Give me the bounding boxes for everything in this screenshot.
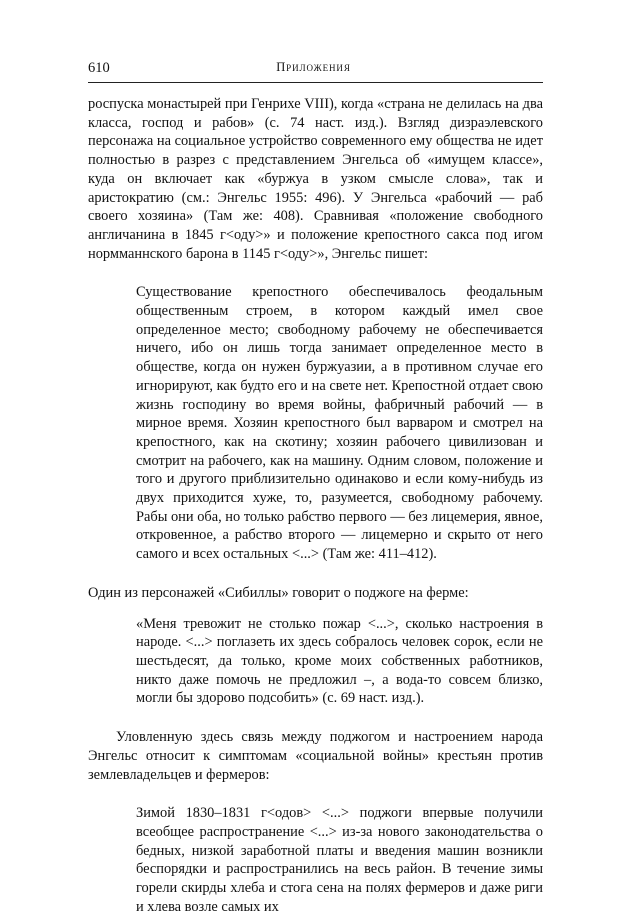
block-quote-2: «Меня тревожит не столько пожар <...>, сколько настроения в народе. <...> поглазеть их здесь собралось человек сорок, если не шестьдесят, да только, кроме моих собственных работников, никто даже помочь не предложил –, а вода-то совсем близко, могли бы здорово подсобить» (с. 69 наст. изд.). bbox=[136, 615, 543, 707]
block-quote-1: Существование крепостного обеспечивалось феодальным общественным строем, в котором каждый имел свое определенное место; свободному рабочему не обеспечивается ничего, ибо он лишь тогда занимает определенное место в обществе, когда он нужен буржуазии, а в противном случае его игнорируют, как будто его и на свете нет. Крепостной отдает свою жизнь господину во время войны, фабричный рабочий — в мирное время. Хозяин крепостного был варваром и смотрел на крепостного, как на скотину; хозяин рабочего цивилизован и смотрит на рабочего, как на машину. Одним словом, положение и того и другого приблизительно одинаково и если кому-нибудь из двух приходится хуже, то, разумеется, свободному рабочему. Рабы они оба, но только рабство первого — без лицемерия, явное, откровенное, а рабство второго — лицемерно и скрыто от него самого и всех остальных <...> (Там же: 411–412). bbox=[136, 284, 543, 563]
header-rule bbox=[88, 82, 543, 83]
page-number: 610 bbox=[88, 60, 110, 76]
body-paragraph-2: Один из персонажей «Сибиллы» говорит о поджоге на ферме: bbox=[88, 584, 469, 601]
page-body bbox=[88, 95, 543, 916]
body-paragraph-1: роспуска монастырей при Генрихе VIII), когда «страна не делилась на два класса, господ и рабов» (с. 74 наст. изд.). Взгляд дизраэлевского персонажа на социальное устройство современного ему общества не идет полностью в разрез с представлением Энгельса об «имущем классе», куда он включает как «буржуа в узком смысле слова», так и аристократию (см.: Энгельс 1955: 496). У Энгельса «рабочий — раб своего хозяина» (Там же: 408). Сравнивая «положение свободного англичанина в 1845 г<оду>» и положение крепостного сакса под игом нормманнского барона в 1145 г<оду>», Энгельс пишет: bbox=[88, 96, 543, 262]
body-paragraph-3: Уловленную здесь связь между поджогом и настроением народа Энгельс относит к симптомам «социальной войны» крестьян против землевладельцев и фермеров: bbox=[88, 729, 543, 783]
running-header-title: Приложения bbox=[276, 60, 351, 74]
block-quote-3: Зимой 1830–1831 г<одов> <...> поджоги впервые получили всеобщее распространение <...> из-за нового законодательства о бедных, низкой заработной платы и введения машин возникли беспорядки и распространились на весь район. В течение зимы горели скирды хлеба и стога сена на полях фермеров и даже риги и хлева возле самых их bbox=[136, 805, 543, 915]
